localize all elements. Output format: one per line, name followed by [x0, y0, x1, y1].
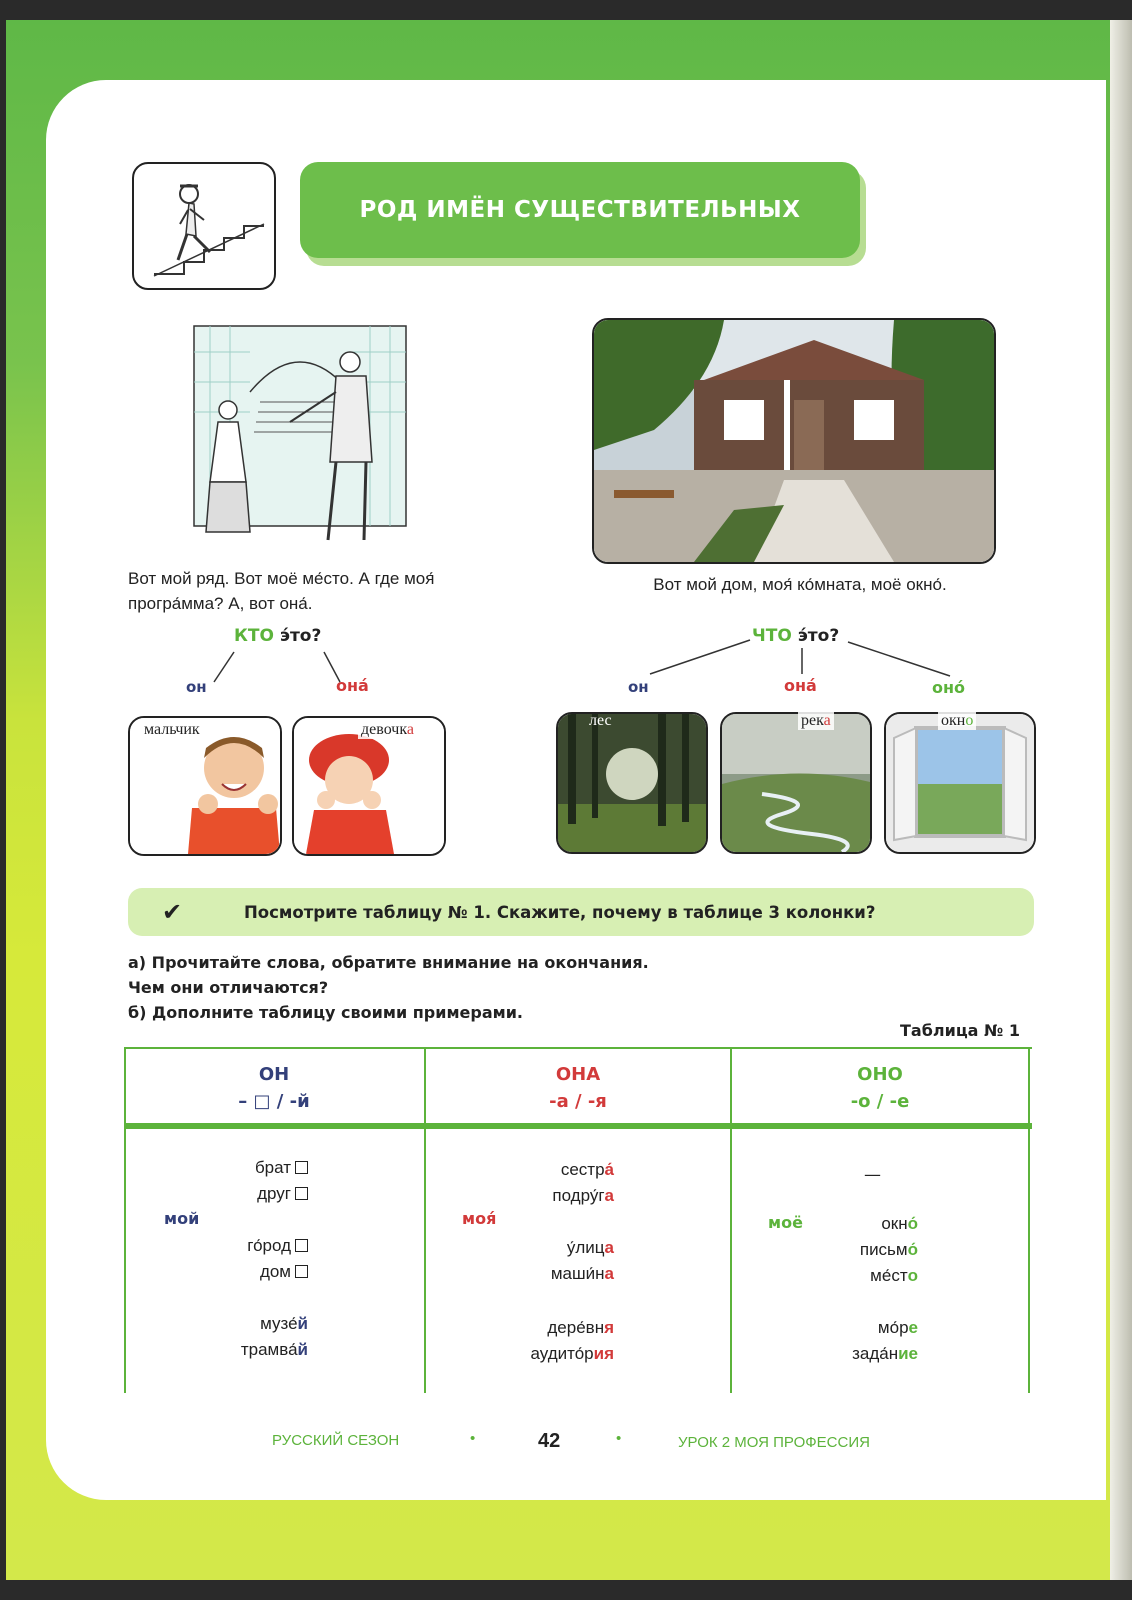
stairs-illustration — [132, 162, 276, 290]
table-word: маши́на — [550, 1264, 614, 1283]
word-ending: ия — [593, 1344, 614, 1363]
word-ending: я — [604, 1318, 614, 1337]
footer-lesson-title: УРОК 2 МОЯ ПРОФЕССИЯ — [678, 1434, 870, 1451]
task-bar — [128, 888, 1034, 936]
boy-label — [141, 721, 203, 739]
table-word: трамва́й — [240, 1340, 308, 1359]
header-ona-title: ОНА — [555, 1064, 601, 1085]
table-top-border — [124, 1047, 1032, 1049]
word-ending: й — [297, 1314, 308, 1333]
footer-bullet-right: • — [616, 1430, 622, 1447]
table-word: подру́га — [552, 1186, 614, 1205]
table-word: музе́й — [260, 1314, 308, 1333]
page-title: РОД ИМЁН СУЩЕСТВИТЕЛЬНЫХ — [359, 197, 801, 223]
page-title-bar — [300, 162, 860, 258]
word-ending: о́ — [907, 1214, 918, 1233]
footer-book-title: РУССКИЙ СЕЗОН — [272, 1432, 400, 1449]
window-photo — [884, 712, 1036, 854]
header-ono-title: ОНО — [857, 1064, 903, 1085]
word-ending: а — [604, 1264, 614, 1283]
page-number: 42 — [538, 1430, 561, 1452]
instructions — [128, 950, 649, 1025]
header-on — [124, 1061, 424, 1115]
who-question — [234, 626, 321, 646]
header-ona — [426, 1061, 730, 1115]
river-label-ending: а — [823, 712, 831, 729]
word-ending: й — [297, 1340, 308, 1359]
right-caption: Вот мой дом, моя́ ко́мната, моё окно́. — [653, 575, 947, 594]
river-photo — [720, 712, 872, 854]
table-word: го́род — [247, 1233, 308, 1259]
word-ending: ие — [898, 1344, 918, 1363]
river-label — [798, 712, 834, 730]
word-ending: а́ — [604, 1160, 614, 1179]
table-word: дере́вня — [547, 1318, 614, 1337]
header-on-endings: – □ / -й — [238, 1091, 310, 1112]
table-word: у́лица — [566, 1238, 614, 1257]
possessive-moyo: моё — [768, 1213, 803, 1232]
table-word: друг — [257, 1181, 308, 1207]
word-ending: а — [604, 1238, 614, 1257]
instruction-b: б) Дополните таблицу своими примерами. — [128, 1003, 523, 1022]
word-ending: а — [604, 1186, 614, 1205]
pronoun-ona-left: она́ — [336, 676, 369, 695]
possessive-moya: моя́ — [462, 1209, 497, 1228]
task-text: Посмотрите таблицу № 1. Скажите, почему в таблице 3 колонки? — [244, 902, 876, 922]
possessive-moy: мой — [164, 1209, 200, 1228]
table-word: ме́сто — [870, 1266, 918, 1285]
gender-table — [124, 1047, 1032, 1393]
page-edge — [1110, 20, 1132, 1580]
table-right-border — [1028, 1047, 1030, 1393]
table-word: брат — [255, 1155, 308, 1181]
left-caption-line-2: програ́мма? А, вот она́. — [128, 594, 313, 613]
header-ono-endings: -о / -е — [850, 1091, 910, 1112]
what-keyword: ЧТО — [752, 626, 792, 646]
table-caption: Таблица № 1 — [900, 1021, 1020, 1040]
river-label-base: рек — [801, 712, 824, 729]
left-caption-line-1: Вот мой ряд. Вот моё ме́сто. А где моя́ — [128, 569, 435, 588]
house-photo — [592, 318, 996, 564]
header-on-title: ОН — [258, 1064, 290, 1085]
word-ending: о — [907, 1266, 918, 1285]
zero-ending-box — [295, 1187, 308, 1200]
window-label-ending: о — [965, 712, 974, 729]
forest-label-base: лес — [589, 712, 612, 729]
pronoun-on-right: он — [628, 678, 649, 696]
instruction-a-question: Чем они отличаются? — [128, 978, 329, 997]
what-branch-lines — [620, 632, 980, 682]
checkmark-icon: ✔ — [162, 898, 183, 926]
table-word: дом — [260, 1259, 308, 1285]
left-caption — [128, 566, 548, 616]
who-rest: э́то? — [273, 626, 322, 646]
table-header-border — [124, 1123, 1032, 1129]
header-ono — [732, 1061, 1028, 1115]
girl-label — [358, 721, 417, 739]
window-label — [938, 712, 976, 730]
instruction-a: а) Прочитайте слова, обратите внимание на окончания. — [128, 953, 649, 972]
who-keyword: КТО — [234, 626, 274, 646]
table-word: окно́ — [881, 1214, 918, 1233]
window-label-base: окн — [941, 712, 966, 729]
header-ona-endings: -а / -я — [549, 1091, 607, 1112]
footer-bullet-left: • — [470, 1430, 476, 1447]
forest-photo — [556, 712, 708, 854]
table-word: сестра́ — [560, 1160, 614, 1179]
boy-label-base: мальчик — [144, 721, 200, 738]
girl-label-base: девочк — [361, 721, 407, 738]
table-word: мо́ре — [877, 1318, 918, 1337]
forest-label — [586, 712, 615, 730]
word-ending: е — [908, 1318, 918, 1337]
zero-ending-box — [295, 1161, 308, 1174]
pronoun-on-left: он — [186, 678, 207, 696]
word-ending: о́ — [907, 1240, 918, 1259]
table-word: аудито́рия — [530, 1344, 614, 1363]
zero-ending-box — [295, 1239, 308, 1252]
pronoun-ona-right: она́ — [784, 676, 817, 695]
table-word: письмо́ — [859, 1240, 918, 1259]
theatre-illustration — [190, 322, 410, 548]
pronoun-ono: оно́ — [932, 678, 966, 697]
what-rest: э́то? — [791, 626, 840, 646]
zero-ending-box — [295, 1265, 308, 1278]
table-word: зада́ние — [852, 1344, 918, 1363]
girl-label-ending: а — [406, 721, 414, 738]
ono-blank-dash: — — [864, 1165, 881, 1185]
